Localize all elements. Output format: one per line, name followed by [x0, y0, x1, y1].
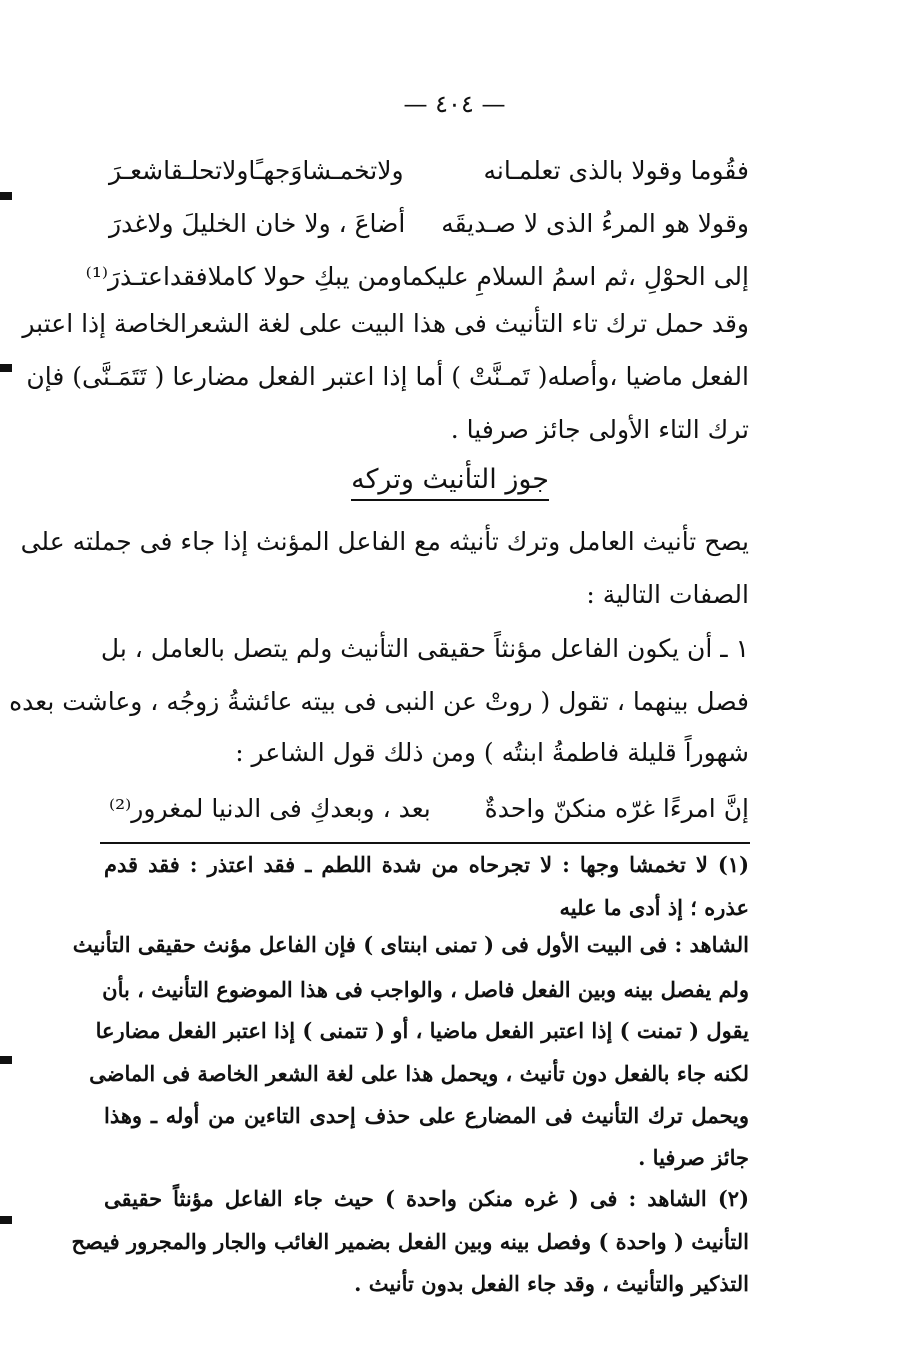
page-number: — ٤٠٤ —: [403, 90, 506, 118]
verse-line: [109, 150, 749, 190]
paragraph-line: الفعل ماضيا ،وأصله( تَمـنَّتْ ) أما إذا اعتبر الفعل مضارعا ( تَتَمَـنَّى) فإن: [26, 362, 749, 391]
paragraph-line: ترك التاء الأولى جائز صرفيا .: [450, 415, 749, 444]
footnote-line: جائز صرفيا .: [638, 1145, 749, 1170]
verse-hemistich: بعد ، وبعدكِ فى الدنيا لمغرور⁽²⁾: [109, 793, 431, 823]
verse-hemistich: فقُوما وقولا بالذى تعلمـانه: [483, 155, 749, 185]
margin-mark: [0, 192, 12, 200]
verse-hemistich: وقولا هو المرءُ الذى لا صـديقَه: [441, 208, 749, 238]
footnote-line: التأنيث ( واحدة ) وفصل بينه وبين الفعل بضمير الغائب والجار والمجرور فيصح: [71, 1229, 749, 1254]
footnote-line: لكنه جاء بالفعل دون تأنيث ، ويحمل هذا على لغة الشعر الخاصة فى الماضى: [89, 1061, 749, 1086]
margin-mark: [0, 1056, 12, 1064]
margin-mark: [0, 364, 12, 372]
paragraph-line: ١ ـ أن يكون الفاعل مؤنثاً حقيقى التأنيث ولم يتصل بالعامل ، بل: [100, 634, 749, 663]
verse-line: [85, 256, 749, 296]
paragraph-line: فصل بينهما ، تقول ( روتْ عن النبى فى بيته عائشةُ زوجُه ، وعاشت بعده: [9, 687, 749, 716]
paragraph-line: الصفات التالية :: [586, 580, 749, 609]
verse-line: [109, 788, 749, 828]
verse-hemistich: ولاتخمـشاوَجهـًاولاتحلـقاشعـرَ: [109, 155, 404, 185]
verse-hemistich: ومن يبكِ حولا كاملافقداعتـذرَ⁽¹⁾: [85, 261, 402, 291]
paragraph-line: وقد حمل ترك تاء التأنيث فى هذا البيت على لغة الشعرالخاصة إذا اعتبر: [22, 309, 749, 338]
footnote-line: (١) لا تخمشا وجها : لا تجرحاه من شدة اللطم ـ فقد اعتذر : فقد قدم: [104, 852, 749, 877]
footnote-line: يقول ( تمنت ) إذا اعتبر الفعل ماضيا ، أو ( تتمنى ) إذا اعتبر الفعل مضارعا: [95, 1018, 749, 1043]
footnote-line: ولم يفصل بينه وبين الفعل فاصل ، والواجب فى هذا الموضوع التأنيث ، بأن: [102, 977, 749, 1002]
footnote-line: الشاهد : فى البيت الأول فى ( تمنى ابنتاى ) فإن الفاعل مؤنث حقيقى التأنيث: [72, 932, 749, 957]
paragraph-line: يصح تأنيث العامل وترك تأنيثه مع الفاعل المؤنث إذا جاء فى جملته على: [20, 527, 749, 556]
paragraph-line: شهوراً قليلة فاطمةُ ابنتُه ) ومن ذلك قول الشاعر :: [235, 738, 749, 767]
verse-line: [109, 203, 749, 243]
footnote-line: ويحمل ترك التأنيث فى المضارع على حذف إحدى التاءين من أوله ـ وهذا: [104, 1103, 749, 1128]
section-heading: جوز التأنيث وتركه: [351, 464, 549, 501]
footnote-line: التذكير والتأنيث ، وقد جاء الفعل بدون تأنيث .: [354, 1271, 749, 1296]
footnote-line: عذره ؛ إذ أدى ما عليه: [559, 895, 749, 920]
verse-hemistich: إلى الحوْلِ ،ثم اسمُ السلامِ عليكما: [402, 261, 749, 291]
verse-hemistich: أضاعَ ، ولا خان الخليلَ ولاغدرَ: [109, 208, 406, 238]
verse-hemistich: إنَّ امرءًا غرّه منكنّ واحدةٌ: [484, 793, 749, 823]
footnote-line: (٢) الشاهد : فى ( غره منكن واحدة ) حيث جاء الفاعل مؤنثاً حقيقى: [104, 1186, 749, 1211]
footnote-separator: [100, 842, 750, 844]
margin-mark: [0, 1216, 12, 1224]
